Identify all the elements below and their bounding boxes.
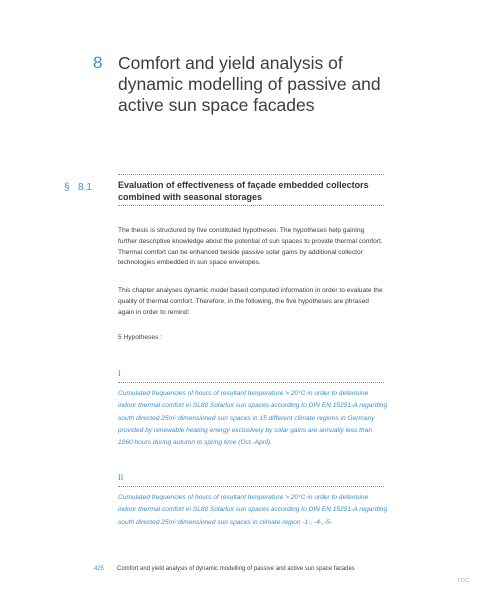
toc-link[interactable]: TOC [457, 578, 470, 584]
hypothesis-rule [118, 486, 384, 487]
hypothesis-text: Cumulated frequencies of hours of resultant temperature > 20°C in order to determine indoor thermal comfort in SL80 Solarlux sun spaces according to DIN EN 15251-A regarding south directed 25m² dimensioned sun spaces in climate region -1-, -4-,-5- [118, 494, 388, 526]
section-top-rule [118, 174, 384, 175]
hypotheses-heading: 5 Hypotheses : [118, 334, 162, 341]
chapter-title: Comfort and yield analysis of dynamic modelling of passive and active sun space facades [118, 53, 381, 115]
hypothesis-rule [118, 382, 384, 383]
body-paragraph: The thesis is structured by five constituted hypotheses. The hypotheses help gaining further descriptive knowledge about the potential of sun spaces to provide thermal comfort. Thermal comfort can be enhanced beside passive solar gains by additional collector technologies embedded in sun space envelopes. [118, 227, 383, 267]
running-title: Comfort and yield analysis of dynamic modelling of passive and active sun space facades [117, 566, 355, 572]
section-bottom-rule [118, 205, 384, 206]
section-symbol: § [64, 182, 70, 193]
hypothesis-text: Cumulated frequencies of hours of resultant temperature > 20°C in order to determine indoor thermal comfort in SL80 Solarlux sun spaces according to DIN EN 15251-A regarding south directed 25m² dimensioned sun spaces in 15 different climate regions in Germany provided by renewable heating energy exclusively by solar gains are annually less than 1060 hours during autumn to spring time (Oct.-April). [118, 390, 388, 447]
hypothesis-numeral: I [118, 369, 121, 378]
body-paragraph: This chapter analyses dynamic model based computed information in order to evaluate the quality of thermal comfort. Therefore, in the following, the five hypotheses are phrased again in order to remind: [118, 287, 383, 316]
page-number: 425 [94, 566, 105, 572]
hypothesis-numeral: II [118, 473, 124, 482]
section-number: 8.1 [78, 182, 92, 193]
section-title: Evaluation of effectiveness of façade embedded collectors combined with seasonal storages [118, 180, 369, 202]
chapter-number: 8 [93, 53, 103, 72]
